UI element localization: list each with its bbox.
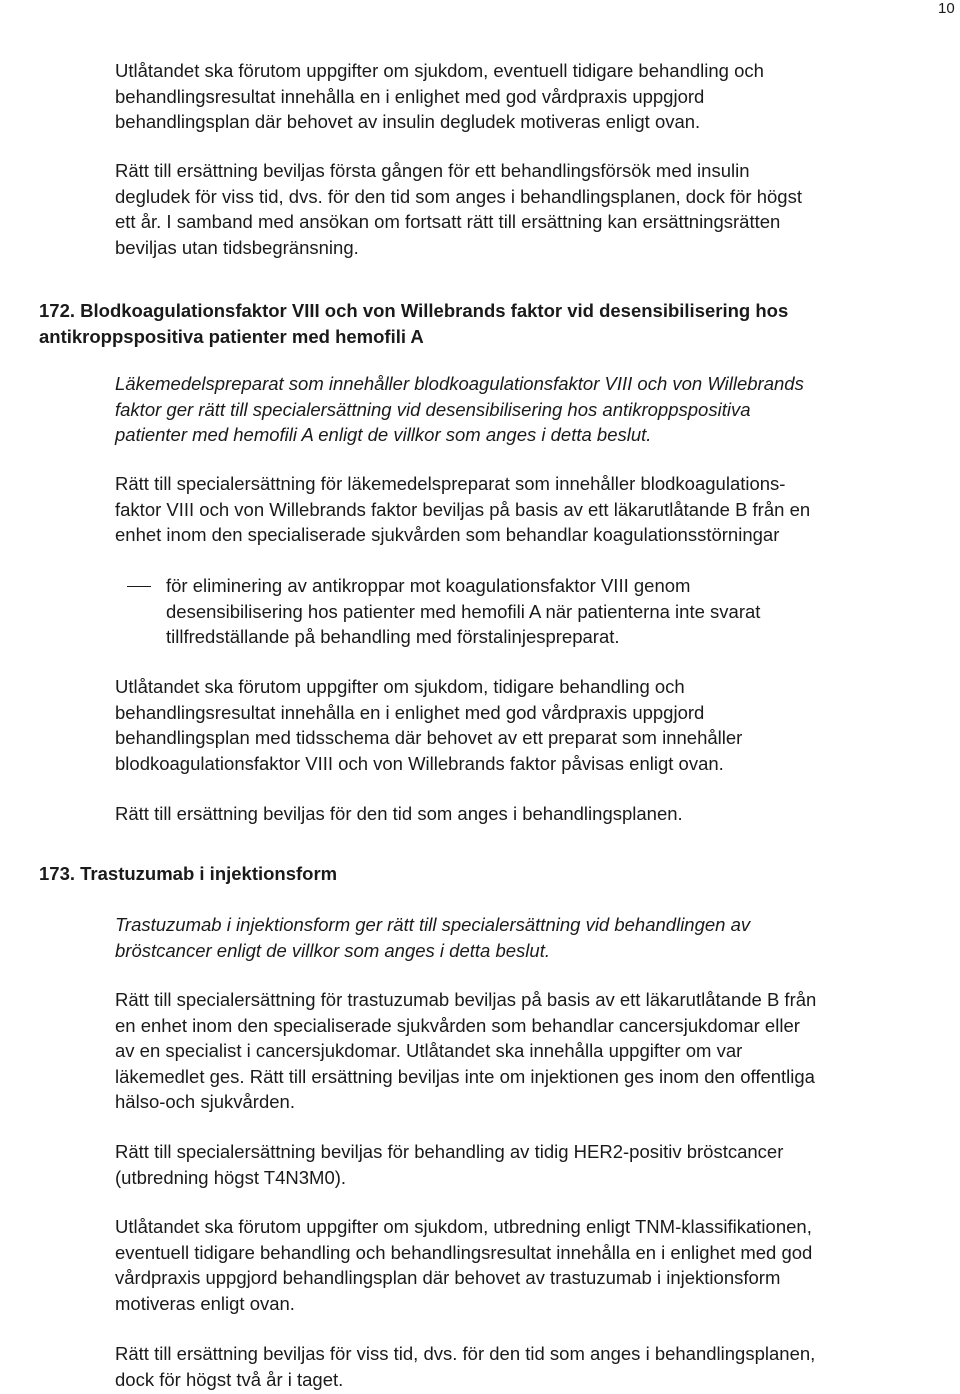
section-intro: Trastuzumab i injektionsform ger rätt till specialersättning vid behandlingen av bröstcancer enligt de villkor som anges i detta beslut. bbox=[115, 914, 751, 961]
section-heading-173: 173. Trastuzumab i injektionsform bbox=[39, 863, 338, 884]
paragraph: Rätt till ersättning beviljas första gången för ett behandlingsförsök med insulin degludek för viss tid, dvs. för den tid som anges i behandlingsplanen, dock för högst ett år. I samband med ansökan om fortsatt rätt till ersättning kan ersättningsrätten beviljas utan tidsbegränsning. bbox=[115, 160, 802, 258]
paragraph: Rätt till specialersättning för trastuzumab beviljas på basis av ett läkarutlåtande B från en enhet inom den specialiserade sjukvården som behandlar cancersjukdomar eller av en specialist i cancersjukdomar. Utlåtandet ska innehålla uppgifter om var läkemedlet ges. Rätt till ersättning beviljas inte om injektionen ges inom den offentliga hälso-och sjukvården. bbox=[115, 989, 817, 1112]
paragraph: Utlåtandet ska förutom uppgifter om sjukdom, utbredning enligt TNM-klassifikationen, eventuell tidigare behandling och behandlingsresultat innehålla en i enlighet med god vårdpraxis uppgjord behandlingsplan där behovet av trastuzumab i injektionsform motiveras enligt ovan. bbox=[115, 1216, 813, 1314]
paragraph: Utlåtandet ska förutom uppgifter om sjukdom, eventuell tidigare behandling och behandlingsresultat innehålla en i enlighet med god vårdpraxis uppgjord behandlingsplan där behovet av insulin degludek motiveras enligt ovan. bbox=[115, 60, 764, 132]
paragraph: Rätt till ersättning beviljas för den tid som anges i behandlingsplanen. bbox=[115, 803, 683, 824]
page-number: 10 bbox=[938, 0, 955, 17]
paragraph: Rätt till ersättning beviljas för viss tid, dvs. för den tid som anges i behandlingsplanen, dock för högst två år i taget. bbox=[115, 1343, 816, 1390]
bullet-item: för eliminering av antikroppar mot koagulationsfaktor VIII genom desensibilisering hos patienter med hemofili A när patienterna inte svarat tillfredställande på behandling med förstalinjespreparat. bbox=[166, 575, 761, 647]
section-heading-172: 172. Blodkoagulationsfaktor VIII och von Willebrands faktor vid desensibilisering hos antikroppspositiva patienter med hemofili A bbox=[39, 300, 789, 347]
bullet-dash bbox=[127, 586, 151, 587]
section-intro: Läkemedelspreparat som innehåller blodkoagulationsfaktor VIII och von Willebrands faktor ger rätt till specialersättning vid desensibilisering hos antikroppspositiva patienter med hemofili A enligt de villkor som anges i detta beslut. bbox=[115, 373, 804, 445]
paragraph: Utlåtandet ska förutom uppgifter om sjukdom, tidigare behandling och behandlingsresultat innehålla en i enlighet med god vårdpraxis uppgjord behandlingsplan med tidsschema där behovet av ett preparat som innehåller blodkoagulationsfaktor VIII och von Willebrands faktor påvisas enligt ovan. bbox=[115, 676, 743, 774]
paragraph: Rätt till specialersättning för läkemedelspreparat som innehåller blodkoagulations- faktor VIII och von Willebrands faktor beviljas på basis av ett läkarutlåtande B från en enhet inom den specialiserade sjukvården som behandlar koagulationsstörningar bbox=[115, 473, 811, 545]
paragraph: Rätt till specialersättning beviljas för behandling av tidig HER2-positiv bröstcancer (utbredning högst T4N3M0). bbox=[115, 1141, 784, 1188]
